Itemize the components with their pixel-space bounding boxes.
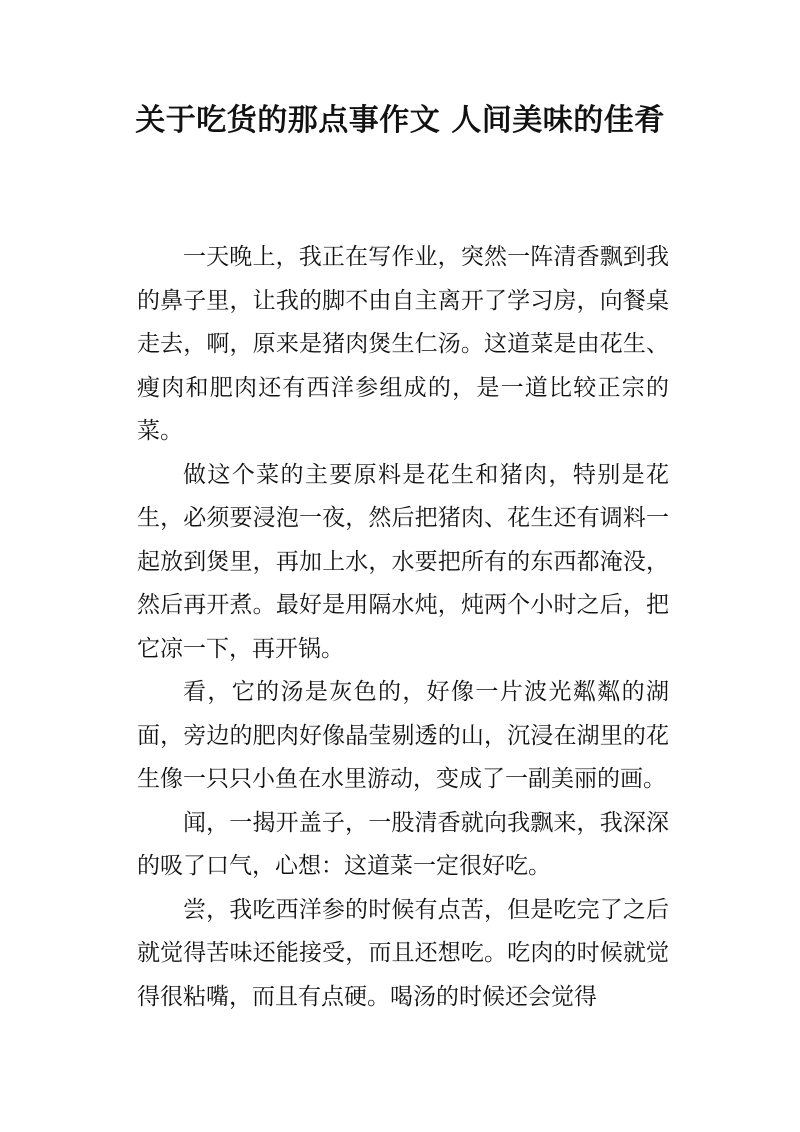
document-title: 关于吃货的那点事作文 人间美味的佳肴 xyxy=(135,103,665,138)
paragraph: 闻，一揭开盖子，一股清香就向我飘来，我深深的吸了口气，心想：这道菜一定很好吃。 xyxy=(137,809,669,879)
paragraph: 看，它的汤是灰色的，好像一片波光粼粼的湖面，旁边的肥肉好像晶莹剔透的山，沉浸在湖里的花生像一只只小鱼在水里游动，变成了一副美丽的画。 xyxy=(137,679,669,792)
paragraph: 尝，我吃西洋参的时候有点苦，但是吃完了之后就觉得苦味还能接受，而且还想吃。吃肉的时候就觉得很粘嘴，而且有点硬。喝汤的时候还会觉得 xyxy=(137,896,669,1010)
paragraph: 做这个菜的主要原料是花生和猪肉，特别是花生，必须要浸泡一夜，然后把猪肉、花生还有调料一起放到煲里，再加上水，水要把所有的东西都淹没，然后再开煮。最好是用隔水炖，炖两个小时之后，把它凉一下，再开锅。 xyxy=(137,461,669,662)
paragraph: 一天晚上，我正在写作业，突然一阵清香飘到我的鼻子里，让我的脚不由自主离开了学习房，向餐桌走去，啊，原来是猪肉煲生仁汤。这道菜是由花生、瘦肉和肥肉还有西洋参组成的，是一道比较正宗的菜。 xyxy=(137,244,669,444)
document-body xyxy=(137,236,669,1019)
